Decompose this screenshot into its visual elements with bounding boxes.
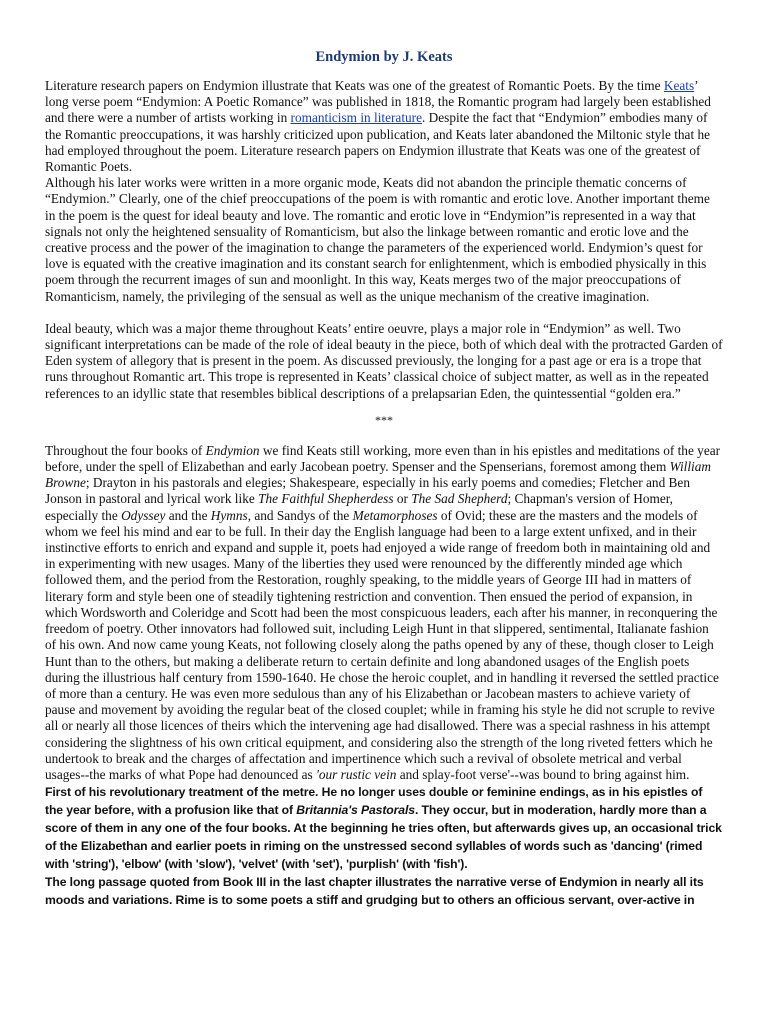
section-separator: ***	[375, 412, 393, 427]
italic-title: The Faithful Shepherdess	[258, 491, 394, 507]
italic-title: Metamorphoses	[352, 507, 438, 523]
italic-title: Hymns	[210, 507, 248, 523]
themes-paragraph: Although his later works were written in a more organic mode, Keats did not abandon the principle thematic concerns of “Endymion.” Clearly, one of the chief preoccupations of the poem is with romantic and erotic love. Another important theme in the poem is the quest for ideal beauty and love. The romantic and erotic love in “Endymion”is represented in a way that signals not only the heightened sensuality of Romanticism, but also the linkage between romantic and erotic love and the creative process and the power of the imagination to change the parameters of the experienced world. Endymion’s quest for love is equated with the creative imagination and its constant search for enlightenment, which is embodied physically in this poem through the recurrent images of sun and moonlight. In this way, Keats merges two of the major preoccupations of Romanticism, namely, the privileging of the sensual as well as the unique mechanism of the creative imagination.	[45, 175, 710, 304]
text-run: ’ long verse poem “Endymion: A Poetic Romance” was published in 1818, the Romantic program had largely been established and there were a number of artists working in	[45, 78, 711, 126]
italic-quote: 'our rustic vein	[316, 766, 397, 782]
text-run: , and Sandys of the	[247, 507, 353, 523]
page-title: Endymion by J. Keats	[315, 49, 453, 65]
intro-paragraph	[45, 78, 723, 175]
italic-title: Endymion	[205, 442, 260, 458]
text-run: ; Chapman's version of Homer, especially the	[45, 491, 673, 523]
text-run: and the	[165, 507, 211, 523]
text-run: of Ovid; these are the masters and the models of whom we feel his mind and ear to be full. In their day the English language had been to a large extent unfixed, and in their instinctive efforts to enrich and expand and supple it, poets had enjoyed a wide range of freedom both in maintaining old and in experimenting with new usages. Many of the liberties they used were renounced by the differently minded age which followed them, and the period from the Restoration, roughly speaking, to the middle years of George III had in matters of literary form and style been one of steadily tightening restriction and convention. Then ensued the period of expansion, in which Wordsworth and Coleridge and Scott had been the most conspicuous leaders, each after his manner, in reconquering the freedom of poetry. Other innovators had followed suit, including Leigh Hunt in that slippered, sentimental, Italianate fashion of his own. And now came young Keats, not following closely along the paths opened by any of these, though closer to Leigh Hunt than to the others, but making a deliberate return to certain definite and long abandoned usages of the English poets during the illustrious half century from 1590-1640. He chose the heroic couplet, and in handling it reversed the settled practice of more than a century. He was even more sedulous than any of his Elizabethan or Jacobean masters to achieve variety of pause and movement by avoiding the regular beat of the closed couplet; while in framing his style he did not scruple to revive all or nearly all those licences of theirs which the intervening age had disallowed. There was a special rashness in his attempt considering the slightness of his own critical equipment, and considering also the strength of the long riveted fetters which he undertook to break and the charges of affectation and impertinence which such a revival of obsolete metrical and verbal usages--the marks of what Pope had denounced as	[45, 507, 719, 782]
books-paragraph	[45, 443, 723, 783]
romanticism-link[interactable]: romanticism in literature	[290, 110, 422, 126]
text-run: Throughout the four books of	[45, 442, 206, 458]
keats-link[interactable]: Keats	[663, 78, 695, 93]
italic-title: The Sad Shepherd	[411, 491, 508, 507]
text-run: First of his revolutionary treatment of the metre. He no longer uses double or feminine endings, as in his epistles of the year before, with a profusion like that of	[45, 785, 703, 818]
metre-paragraph	[45, 783, 723, 873]
italic-title: William Browne	[45, 459, 711, 491]
text-run: ; Drayton in his pastorals and elegies; Shakespeare, especially in his early poems and comedies; Fletcher and Ben Jonson in pastoral and lyrical work like	[45, 475, 690, 507]
italic-title: Odyssey	[121, 507, 166, 523]
text-run: and splay-foot verse'--was bound to bring against him.	[396, 766, 690, 782]
text-run: Literature research papers on Endymion illustrate that Keats was one of the greatest of Romantic Poets. By the time	[45, 78, 664, 93]
narrative-paragraph: The long passage quoted from Book III in the last chapter illustrates the narrative verse of Endymion in nearly all its moods and variations. Rime is to some poets a stiff and grudging but to others an officious servant, over-active in	[45, 875, 704, 908]
text-run: . Despite the fact that “Endymion” embodies many of the Romantic preoccupations, it was harshly criticized upon publication, and Keats later abandoned the Miltonic style that he had employed throughout the poem. Literature research papers on Endymion illustrate that Keats was one of the greatest of Romantic Poets.	[45, 110, 711, 175]
italic-title: Britannia's Pastorals	[296, 803, 415, 818]
ideal-beauty-paragraph: Ideal beauty, which was a major theme throughout Keats’ entire oeuvre, plays a major role in “Endymion” as well. Two significant interpretations can be made of the role of ideal beauty in the piece, both of which deal with the protracted Garden of Eden system of allegory that is present in the poem. As discussed previously, the longing for a past age or era is a trope that runs throughout Romantic art. This trope is represented in Keats’ classical choice of subject matter, as well as in the repeated references to an idyllic state that resembles biblical descriptions of a prelapsarian Eden, the quintessential “golden era.”	[45, 320, 723, 401]
text-run: we find Keats still working, more even than in his epistles and meditations of the year before, under the spell of Elizabethan and early Jacobean poetry. Spenser and the Spenserians, foremost among them	[45, 442, 721, 475]
text-run: . They occur, but in moderation, hardly more than a score of them in any one of the four books. At the beginning he tries often, but afterwards gives up, an occasional trick of the Elizabethan and earlier poets in riming on the unstressed second syllables of words such as 'dancing' (rimed with 'string'), 'elbow' (with 'slow'), 'velvet' (with 'set'), 'purplish' (with 'fish').	[45, 803, 722, 872]
text-run: or	[393, 491, 412, 507]
